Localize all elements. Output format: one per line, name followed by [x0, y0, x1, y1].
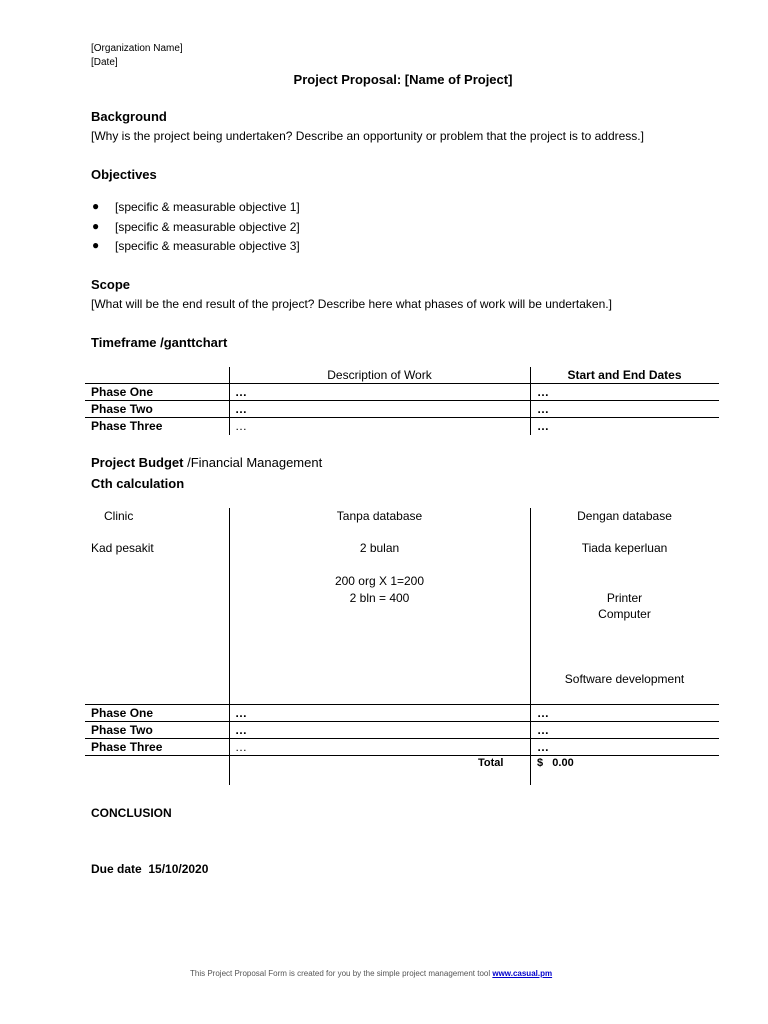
table-row-cost: … — [537, 706, 549, 720]
objective-item: [specific & measurable objective 2] — [115, 220, 300, 234]
table-row-phase: Phase Two — [91, 723, 153, 737]
table-row-dates: … — [537, 402, 549, 416]
scope-text: [What will be the end result of the project? Describe here what phases of work will be undertaken.] — [91, 297, 612, 311]
table-row-phase: Phase Two — [91, 402, 153, 416]
budget-dengan-line: Tiada keperluan — [581, 541, 668, 555]
table-rule — [85, 417, 719, 418]
budget-tanpa-line: 2 bln = 400 — [349, 591, 410, 605]
bullet-icon: ● — [92, 238, 100, 252]
due-date: Due date 15/10/2020 — [91, 862, 209, 876]
table-rule — [85, 738, 719, 739]
table-rule — [85, 704, 719, 705]
timeframe-heading: Timeframe /ganttchart — [91, 335, 228, 350]
column-header-description: Description of Work — [327, 368, 432, 382]
bullet-icon: ● — [92, 199, 100, 213]
table-row-phase: Phase One — [91, 706, 154, 720]
table-row-desc: … — [235, 740, 247, 754]
table-row-cost: … — [537, 740, 549, 754]
background-text: [Why is the project being undertaken? Describe an opportunity or problem that the project is to address.] — [91, 129, 644, 143]
table-row-desc: … — [235, 419, 247, 433]
bullet-icon: ● — [92, 219, 100, 233]
budget-heading-bold: Project Budget — [91, 455, 184, 470]
table-row-dates: … — [537, 385, 549, 399]
budget-col-clinic: Clinic — [104, 509, 134, 523]
conclusion-heading: CONCLUSION — [91, 806, 172, 820]
budget-heading — [91, 455, 322, 470]
footer-note — [190, 969, 552, 978]
table-row-phase: Phase One — [91, 385, 154, 399]
table-rule — [85, 383, 719, 384]
budget-col-tanpa: Tanpa database — [336, 509, 423, 523]
table-row-phase: Phase Three — [91, 419, 163, 433]
table-rule — [85, 400, 719, 401]
scope-heading: Scope — [91, 277, 131, 292]
budget-tanpa-line: 200 org X 1=200 — [334, 574, 425, 588]
budget-dengan-line: Printer — [606, 591, 643, 605]
budget-row-label: Kad pesakit — [91, 541, 154, 555]
budget-heading-rest: /Financial Management — [183, 455, 323, 470]
budget-dengan-line: Computer — [598, 607, 651, 621]
budget-col-dengan: Dengan database — [577, 509, 672, 523]
objective-item: [specific & measurable objective 1] — [115, 200, 300, 214]
footer-link[interactable]: www.casual.pm — [492, 969, 553, 978]
document-title: Project Proposal: [Name of Project] — [293, 72, 513, 87]
table-rule — [85, 721, 719, 722]
column-header-dates: Start and End Dates — [567, 368, 682, 382]
footer-text: This Project Proposal Form is created for you by the simple project management tool — [190, 969, 493, 978]
objectives-heading: Objectives — [91, 167, 157, 182]
table-row-desc: … — [235, 706, 247, 720]
table-row-desc: … — [235, 402, 247, 416]
table-row-desc: … — [235, 385, 247, 399]
document-date: [Date] — [91, 57, 118, 68]
background-heading: Background — [91, 109, 167, 124]
total-value: $ 0.00 — [537, 757, 574, 769]
total-label: Total — [478, 757, 504, 769]
objective-item: [specific & measurable objective 3] — [115, 239, 300, 253]
table-row-desc: … — [235, 723, 247, 737]
table-row-cost: … — [537, 723, 549, 737]
table-row-dates: … — [537, 419, 549, 433]
table-rule — [85, 755, 719, 756]
budget-dengan-line: Software development — [564, 672, 685, 686]
table-row-phase: Phase Three — [91, 740, 163, 754]
budget-tanpa-line: 2 bulan — [359, 541, 400, 555]
budget-subheading: Cth calculation — [91, 476, 185, 491]
organization-name: [Organization Name] — [91, 43, 183, 54]
